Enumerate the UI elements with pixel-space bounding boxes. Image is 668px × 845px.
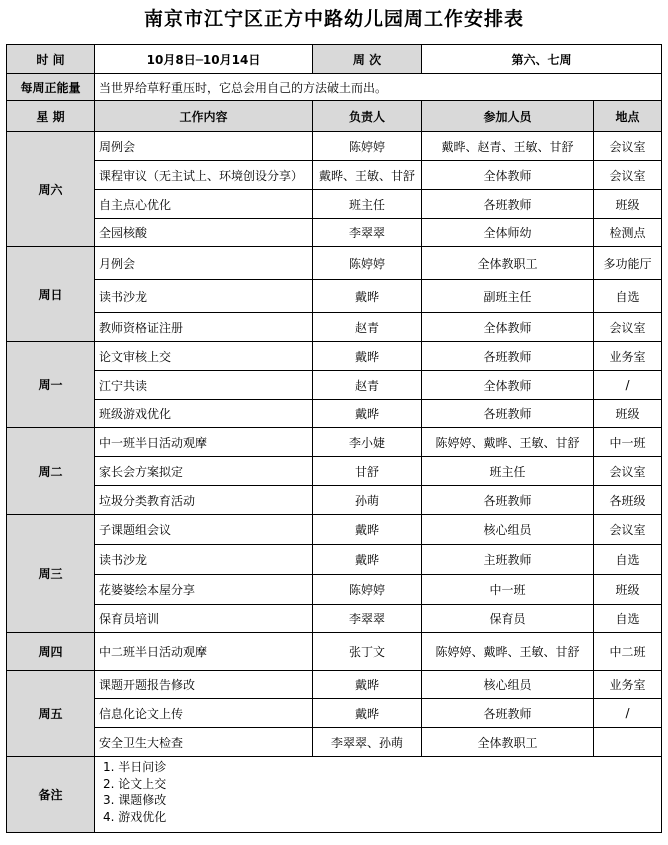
column-header-row bbox=[7, 101, 662, 132]
task-owner: 孙萌 bbox=[313, 486, 422, 515]
task-location: 自选 bbox=[594, 605, 662, 633]
task-participants: 各班教师 bbox=[422, 400, 594, 428]
task-owner: 戴晔 bbox=[313, 515, 422, 545]
task-participants: 全体师幼 bbox=[422, 219, 594, 247]
table-row bbox=[7, 515, 662, 545]
task-participants: 戴晔、赵青、王敏、甘舒 bbox=[422, 132, 594, 161]
day-label: 周六 bbox=[7, 132, 95, 247]
task-location: 班级 bbox=[594, 575, 662, 605]
task-owner: 陈婷婷 bbox=[313, 132, 422, 161]
table-row bbox=[7, 342, 662, 371]
task-participants: 核心组员 bbox=[422, 515, 594, 545]
task-content: 全园核酸 bbox=[95, 219, 313, 247]
task-location: 会议室 bbox=[594, 313, 662, 342]
table-row bbox=[7, 132, 662, 161]
task-location: 业务室 bbox=[594, 671, 662, 699]
task-content: 月例会 bbox=[95, 247, 313, 280]
task-location: 会议室 bbox=[594, 132, 662, 161]
page-title: 南京市江宁区正方中路幼儿园周工作安排表 bbox=[143, 8, 524, 30]
task-location: 检测点 bbox=[594, 219, 662, 247]
task-location: 班级 bbox=[594, 400, 662, 428]
task-owner: 赵青 bbox=[313, 313, 422, 342]
task-location bbox=[594, 728, 662, 757]
table-row bbox=[7, 457, 662, 486]
task-participants: 班主任 bbox=[422, 457, 594, 486]
task-location: 班级 bbox=[594, 190, 662, 219]
task-content: 信息化论文上传 bbox=[95, 699, 313, 728]
day-label: 周五 bbox=[7, 671, 95, 757]
note-item: 4. 游戏优化 bbox=[103, 809, 167, 824]
notes-label: 备注 bbox=[7, 757, 95, 833]
task-content: 周例会 bbox=[95, 132, 313, 161]
task-location: 自选 bbox=[594, 545, 662, 575]
task-content: 班级游戏优化 bbox=[95, 400, 313, 428]
table-row bbox=[7, 575, 662, 605]
week-label: 周 次 bbox=[313, 45, 422, 74]
task-content: 子课题组会议 bbox=[95, 515, 313, 545]
day-label: 周日 bbox=[7, 247, 95, 342]
table-row bbox=[7, 605, 662, 633]
task-content: 论文审核上交 bbox=[95, 342, 313, 371]
task-content: 读书沙龙 bbox=[95, 545, 313, 575]
task-participants: 各班教师 bbox=[422, 699, 594, 728]
table-row bbox=[7, 545, 662, 575]
task-content: 中二班半日活动观摩 bbox=[95, 633, 313, 671]
table-row bbox=[7, 371, 662, 400]
task-owner: 戴晔 bbox=[313, 545, 422, 575]
table-row bbox=[7, 728, 662, 757]
motto-label: 每周正能量 bbox=[7, 74, 95, 101]
table-row bbox=[7, 161, 662, 190]
task-participants: 全体教师 bbox=[422, 161, 594, 190]
note-item: 2. 论文上交 bbox=[103, 776, 167, 791]
task-content: 读书沙龙 bbox=[95, 280, 313, 313]
task-content: 安全卫生大检查 bbox=[95, 728, 313, 757]
task-location: 中二班 bbox=[594, 633, 662, 671]
task-owner: 戴晔 bbox=[313, 280, 422, 313]
task-owner: 甘舒 bbox=[313, 457, 422, 486]
task-owner: 赵青 bbox=[313, 371, 422, 400]
time-label: 时 间 bbox=[7, 45, 95, 74]
date-range: 10月8日─10月14日 bbox=[95, 45, 313, 74]
task-participants: 主班教师 bbox=[422, 545, 594, 575]
col-day: 星 期 bbox=[7, 101, 95, 132]
task-location: 中一班 bbox=[594, 428, 662, 457]
table-row bbox=[7, 247, 662, 280]
table-row bbox=[7, 671, 662, 699]
task-content: 花婆婆绘本屋分享 bbox=[95, 575, 313, 605]
task-participants: 陈婷婷、戴晔、王敏、甘舒 bbox=[422, 428, 594, 457]
task-location: 会议室 bbox=[594, 161, 662, 190]
table-row bbox=[7, 486, 662, 515]
note-item: 1. 半日问诊 bbox=[103, 760, 167, 774]
task-owner: 戴晔 bbox=[313, 400, 422, 428]
task-content: 江宁共读 bbox=[95, 371, 313, 400]
col-location: 地点 bbox=[594, 101, 662, 132]
task-owner: 李翠翠 bbox=[313, 219, 422, 247]
schedule-table bbox=[6, 44, 662, 833]
task-content: 教师资格证注册 bbox=[95, 313, 313, 342]
notes-list bbox=[99, 757, 657, 825]
notes-row bbox=[7, 757, 662, 833]
table-row bbox=[7, 280, 662, 313]
task-location: 业务室 bbox=[594, 342, 662, 371]
task-owner: 李翠翠、孙萌 bbox=[313, 728, 422, 757]
task-participants: 陈婷婷、戴晔、王敏、甘舒 bbox=[422, 633, 594, 671]
task-content: 中一班半日活动观摩 bbox=[95, 428, 313, 457]
task-owner: 班主任 bbox=[313, 190, 422, 219]
task-participants: 各班教师 bbox=[422, 342, 594, 371]
task-content: 自主点心优化 bbox=[95, 190, 313, 219]
table-row bbox=[7, 428, 662, 457]
notes-content bbox=[95, 757, 662, 833]
task-owner: 张丁文 bbox=[313, 633, 422, 671]
table-row bbox=[7, 219, 662, 247]
col-participants: 参加人员 bbox=[422, 101, 594, 132]
table-row bbox=[7, 190, 662, 219]
task-location: 会议室 bbox=[594, 457, 662, 486]
table-row bbox=[7, 313, 662, 342]
day-label: 周三 bbox=[7, 515, 95, 633]
task-content: 课题开题报告修改 bbox=[95, 671, 313, 699]
day-label: 周一 bbox=[7, 342, 95, 428]
task-location: / bbox=[594, 371, 662, 400]
task-location: 多功能厅 bbox=[594, 247, 662, 280]
table-row bbox=[7, 400, 662, 428]
task-participants: 各班教师 bbox=[422, 190, 594, 219]
task-owner: 戴晔 bbox=[313, 671, 422, 699]
task-participants: 中一班 bbox=[422, 575, 594, 605]
note-item: 3. 课题修改 bbox=[103, 793, 167, 807]
task-owner: 李小婕 bbox=[313, 428, 422, 457]
task-location: 自选 bbox=[594, 280, 662, 313]
col-owner: 负责人 bbox=[313, 101, 422, 132]
col-content: 工作内容 bbox=[95, 101, 313, 132]
task-location: / bbox=[594, 699, 662, 728]
task-owner: 戴晔 bbox=[313, 342, 422, 371]
task-participants: 核心组员 bbox=[422, 671, 594, 699]
task-location: 各班级 bbox=[594, 486, 662, 515]
week-value: 第六、七周 bbox=[422, 45, 662, 74]
task-participants: 保育员 bbox=[422, 605, 594, 633]
table-row bbox=[7, 633, 662, 671]
task-content: 家长会方案拟定 bbox=[95, 457, 313, 486]
task-participants: 各班教师 bbox=[422, 486, 594, 515]
task-owner: 陈婷婷 bbox=[313, 247, 422, 280]
task-owner: 李翠翠 bbox=[313, 605, 422, 633]
task-participants: 全体教师 bbox=[422, 371, 594, 400]
day-label: 周四 bbox=[7, 633, 95, 671]
task-owner: 戴晔、王敏、甘舒 bbox=[313, 161, 422, 190]
task-location: 会议室 bbox=[594, 515, 662, 545]
motto-text: 当世界给草籽重压时，它总会用自己的方法破土而出。 bbox=[95, 74, 662, 101]
task-owner: 戴晔 bbox=[313, 699, 422, 728]
task-participants: 全体教职工 bbox=[422, 247, 594, 280]
header-row bbox=[7, 45, 662, 74]
table-row bbox=[7, 699, 662, 728]
day-label: 周二 bbox=[7, 428, 95, 515]
task-participants: 副班主任 bbox=[422, 280, 594, 313]
task-participants: 全体教师 bbox=[422, 313, 594, 342]
task-participants: 全体教职工 bbox=[422, 728, 594, 757]
task-content: 垃圾分类教育活动 bbox=[95, 486, 313, 515]
motto-row bbox=[7, 74, 662, 101]
task-content: 课程审议（无主试上、环境创设分享） bbox=[95, 161, 313, 190]
task-content: 保育员培训 bbox=[95, 605, 313, 633]
task-owner: 陈婷婷 bbox=[313, 575, 422, 605]
